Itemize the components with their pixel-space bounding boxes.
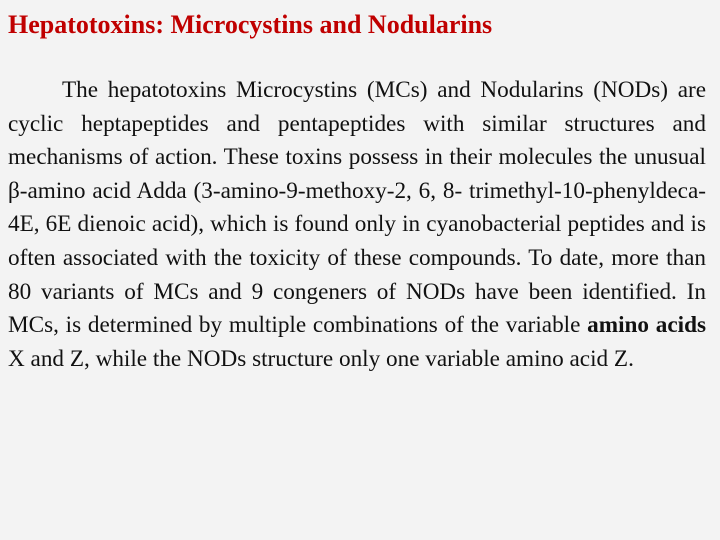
paragraph-text-part-2: X and Z, while the NODs structure only one variable amino acid Z.	[8, 345, 634, 372]
paragraph-text-part-1: The hepatotoxins Microcystins (MCs) and Nodularins (NODs) are cyclic heptapeptides and pentapeptides with similar structures and mechanisms of action. These toxins possess in their molecules the unusual β-amino acid Adda (3-amino-9-methoxy-2, 6, 8- trimethyl-10-phenyldeca-4E, 6E dienoic acid), which is found only in cyanobacterial peptides and is often associated with the toxicity of these compounds. To date, more than 80 variants of MCs and 9 congeners of NODs have been identified. In MCs, is determined by multiple combinations of the variable	[8, 77, 706, 339]
slide-title: Hepatotoxins: Microcystins and Nodularins	[8, 10, 493, 39]
body-paragraph	[8, 74, 706, 376]
paragraph-bold-term: amino acids	[587, 312, 706, 339]
